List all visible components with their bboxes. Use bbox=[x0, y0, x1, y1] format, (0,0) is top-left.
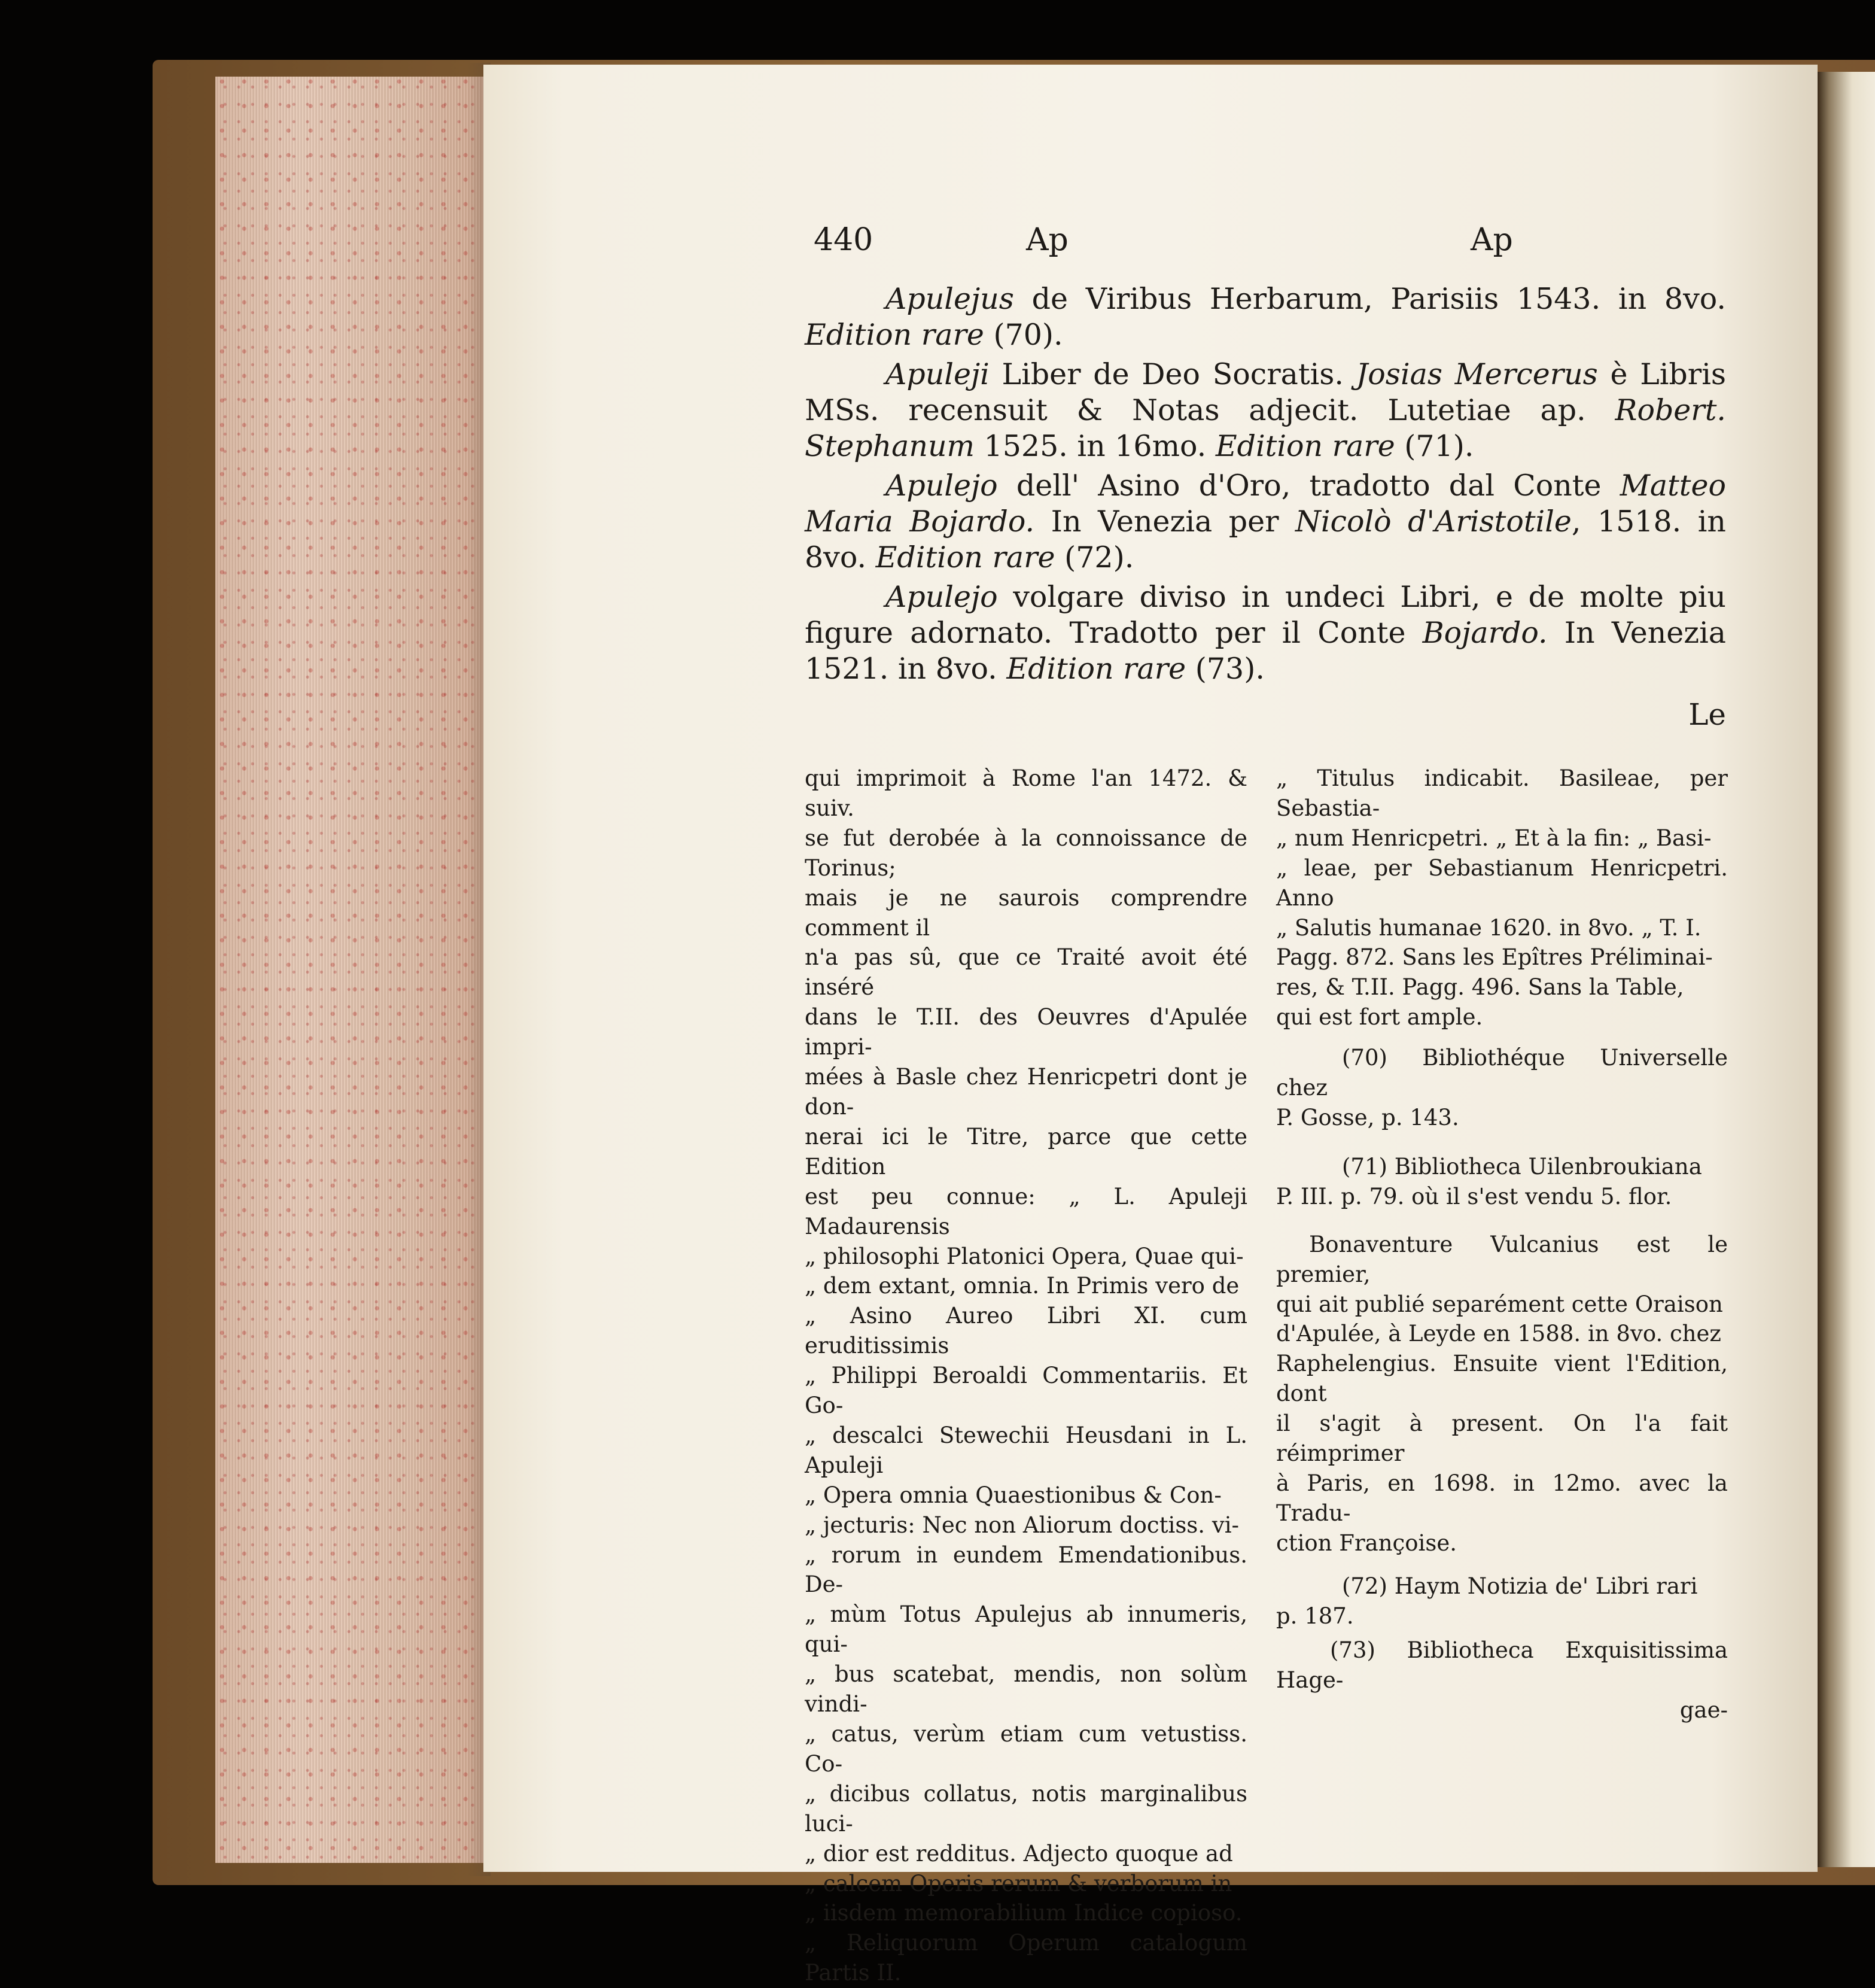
entry-editor: Josias Mercerus bbox=[1356, 357, 1598, 391]
footnote-71 bbox=[1276, 1152, 1728, 1212]
entry-text: In Venezia per bbox=[1034, 504, 1296, 539]
text-line: nerai ici le Titre, parce que cette Edition bbox=[805, 1123, 1247, 1180]
entry-70 bbox=[805, 281, 1726, 353]
footnote-73 bbox=[1276, 1636, 1728, 1695]
entry-text: volgare diviso in undeci Libri, e de molte piu figure adornato. Tradotto per il Conte bbox=[805, 580, 1726, 650]
text-line: (71) Bibliotheca Uilenbroukiana bbox=[1342, 1153, 1702, 1180]
footnote-column-left bbox=[805, 764, 1247, 1988]
entry-printer: Robert. Stephanum bbox=[805, 393, 1726, 463]
text-line: „ bus scatebat, mendis, non solùm vindi- bbox=[805, 1661, 1247, 1718]
text-line: ction Françoise. bbox=[1276, 1530, 1457, 1556]
text-line: n'a pas sû, que ce Traité avoit été inséré bbox=[805, 944, 1247, 1001]
text-line: Raphelengius. Ensuite vient l'Edition, dont bbox=[1276, 1351, 1728, 1407]
entry-title: Apuleji bbox=[885, 357, 990, 391]
entry-text: Liber de Deo Socratis. bbox=[989, 357, 1356, 391]
entry-text: In Venezia 1521. in 8vo. bbox=[805, 616, 1726, 686]
running-head-right: Ap bbox=[1471, 222, 1513, 258]
text-line: „ rorum in eundem Emendationibus. De- bbox=[805, 1542, 1247, 1598]
entry-rarity: Edition rare bbox=[1215, 429, 1395, 463]
entry-rarity: Edition rare bbox=[1006, 652, 1186, 686]
text-line: P. III. p. 79. où il s'est vendu 5. flor. bbox=[1276, 1183, 1672, 1209]
text-line: qui ait publié separément cette Oraison bbox=[1276, 1291, 1723, 1317]
entry-text: , 1518. in 8vo. bbox=[805, 504, 1726, 574]
footnote-72 bbox=[1276, 1571, 1728, 1631]
catchword-main: Le bbox=[1688, 697, 1726, 732]
entry-72 bbox=[805, 468, 1726, 576]
text-line: Bonaventure Vulcanius est le premier, bbox=[1276, 1231, 1728, 1287]
text-line: mées à Basle chez Henricpetri dont je don- bbox=[805, 1064, 1247, 1120]
text-line: (72) Haym Notizia de' Libri rari bbox=[1342, 1573, 1698, 1599]
entry-translator: Matteo Maria Bojardo. bbox=[805, 469, 1726, 539]
text-line: „ calcem Operis rerum & verborum in bbox=[805, 1870, 1232, 1896]
text-line: se fut derobée à la connoissance de Torinus; bbox=[805, 825, 1247, 881]
entry-text: de Viribus Herbarum, Parisiis 1543. in 8vo. bbox=[1013, 282, 1726, 316]
page-edges bbox=[215, 77, 497, 1863]
text-line: à Paris, en 1698. in 12mo. avec la Tradu- bbox=[1276, 1470, 1728, 1526]
entry-note-ref: (70). bbox=[984, 318, 1063, 352]
text-line: p. 187. bbox=[1276, 1603, 1354, 1629]
text-line: „ Salutis humanae 1620. in 8vo. „ T. I. bbox=[1276, 914, 1701, 941]
text-line: „ leae, per Sebastianum Henricpetri. Anno bbox=[1276, 855, 1728, 911]
text-line: il s'agit à present. On l'a fait réimprimer bbox=[1276, 1411, 1728, 1467]
entry-translator: Bojardo. bbox=[1422, 616, 1548, 650]
text-line: (70) Bibliothéque Universelle chez bbox=[1276, 1045, 1728, 1101]
text-line: qui imprimoit à Rome l'an 1472. & suiv. bbox=[805, 765, 1247, 821]
text-line: „ dior est redditus. Adjecto quoque ad bbox=[805, 1840, 1233, 1867]
title-continuation bbox=[1276, 764, 1728, 1032]
text-line: est peu connue: „ L. Apuleji Madaurensis bbox=[805, 1183, 1247, 1239]
entry-text: dell' Asino d'Oro, tradotto dal Conte bbox=[997, 469, 1620, 503]
text-line: „ num Henricpetri. „ Et à la fin: „ Basi- bbox=[1276, 825, 1712, 851]
text-line: „ dicibus collatus, notis marginalibus luci- bbox=[805, 1780, 1247, 1837]
entry-text: è Libris MSs. recensuit & Notas adjecit. Lutetiae ap. bbox=[805, 357, 1727, 427]
text-line: res, & T.II. Pagg. 496. Sans la Table, bbox=[1276, 974, 1684, 1001]
entry-title: Apulejo bbox=[885, 580, 998, 614]
text-line: dans le T.II. des Oeuvres d'Apulée impri- bbox=[805, 1004, 1247, 1060]
running-head-left: Ap bbox=[1026, 222, 1069, 258]
text-line: Pagg. 872. Sans les Epîtres Préliminai- bbox=[1276, 944, 1713, 971]
main-entries bbox=[805, 281, 1726, 691]
entry-title: Apulejo bbox=[885, 469, 998, 503]
text-line: mais je ne saurois comprendre comment il bbox=[805, 884, 1247, 941]
entry-note-ref: (73). bbox=[1186, 652, 1265, 686]
facing-page-edge bbox=[1818, 72, 1875, 1867]
text-line: „ philosophi Platonici Opera, Quae qui- bbox=[805, 1243, 1244, 1269]
text-line: P. Gosse, p. 143. bbox=[1276, 1104, 1459, 1130]
text-line: „ descalci Stewechii Heusdani in L. Apuleji bbox=[805, 1422, 1247, 1478]
entry-71 bbox=[805, 357, 1726, 464]
entry-note-ref: (71). bbox=[1395, 429, 1474, 463]
text-line: „ Reliquorum Operum catalogum Partis II. bbox=[805, 1930, 1247, 1986]
entry-rarity: Edition rare bbox=[805, 318, 984, 352]
footnote-column-right bbox=[1276, 764, 1728, 1725]
text-line: (73) Bibliotheca Exquisitissima Hage- bbox=[1276, 1637, 1728, 1694]
text-line: „ Titulus indicabit. Basileae, per Sebastia- bbox=[1276, 765, 1728, 821]
entry-note-ref: (72). bbox=[1055, 540, 1134, 574]
bonaventure-note bbox=[1276, 1230, 1728, 1558]
text-line: „ mùm Totus Apulejus ab innumeris, qui- bbox=[805, 1601, 1247, 1658]
page-number: 440 bbox=[814, 222, 873, 258]
text-line: „ dem extant, omnia. In Primis vero de bbox=[805, 1273, 1240, 1299]
entry-text: 1525. in 16mo. bbox=[974, 429, 1216, 463]
text-line: „ Asino Aureo Libri XI. cum eruditissimis bbox=[805, 1303, 1247, 1359]
entry-rarity: Edition rare bbox=[875, 540, 1055, 574]
text-line: qui est fort ample. bbox=[1276, 1004, 1483, 1031]
text-line: „ jecturis: Nec non Aliorum doctiss. vi- bbox=[805, 1512, 1240, 1538]
entry-printer: Nicolò d'Aristotile bbox=[1295, 504, 1572, 539]
text-line: „ iisdem memorabilium Indice copioso. bbox=[805, 1900, 1243, 1926]
text-line: „ catus, verùm etiam cum vetustiss. Co- bbox=[805, 1721, 1247, 1777]
text-line: d'Apulée, à Leyde en 1588. in 8vo. chez bbox=[1276, 1321, 1721, 1347]
text-line: „ Philippi Beroaldi Commentariis. Et Go- bbox=[805, 1363, 1247, 1419]
footnote-70 bbox=[1276, 1043, 1728, 1133]
text-line: „ Opera omnia Quaestionibus & Con- bbox=[805, 1482, 1222, 1508]
entry-73 bbox=[805, 579, 1726, 687]
entry-title: Apulejus bbox=[885, 282, 1014, 316]
catchword-footnote: gae- bbox=[1679, 1697, 1728, 1723]
